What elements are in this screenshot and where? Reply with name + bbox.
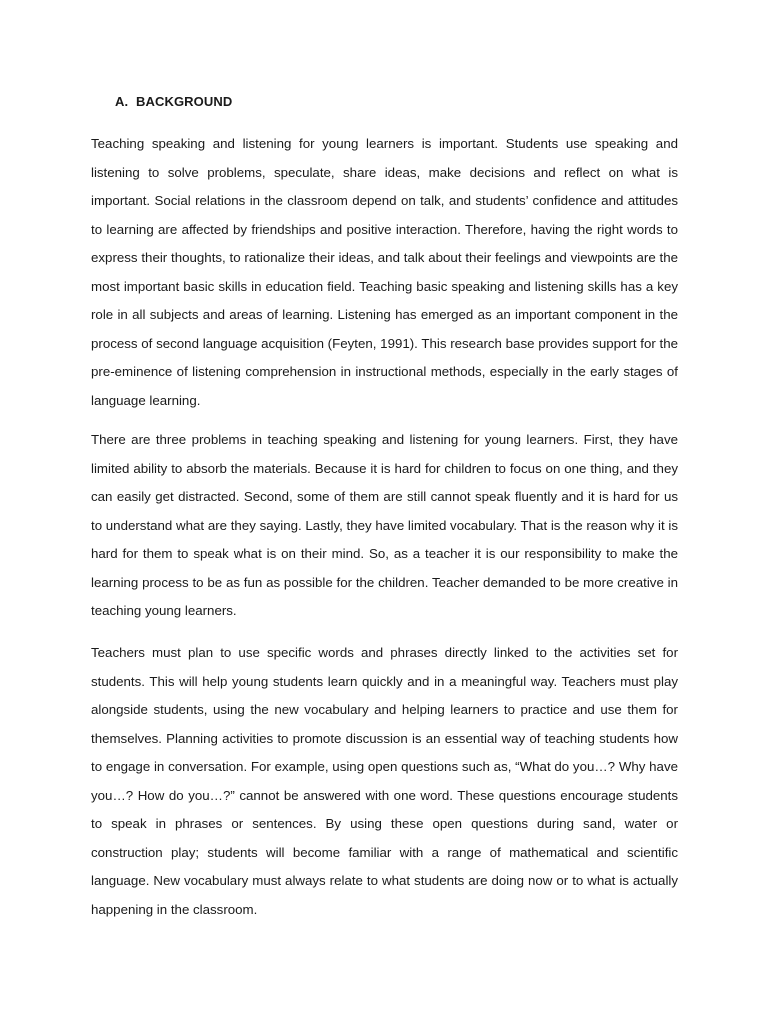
paragraph-problems: There are three problems in teaching speaking and listening for young learners. First, they have limited ability to absorb the materials. Because it is hard for children to focus on one thing, and they can easily get distracted. Second, some of them are still cannot speak fluently and it is hard for us to understand what are they saying. Lastly, they have limited vocabulary. That is the reason why it is hard for them to speak what is on their mind. So, as a teacher it is our responsibility to make the learning process to be as fun as possible for the children. Teacher demanded to be more creative in teaching young learners. [91, 432, 678, 618]
paragraph-teacher-planning: Teachers must plan to use specific words and phrases directly linked to the activities set for students. This will help young students learn quickly and in a meaningful way. Teachers must play alongside students, using the new vocabulary and helping learners to practice and use them for themselves. Planning activities to promote discussion is an essential way of teaching students how to engage in conversation. For example, using open questions such as, “What do you…? Why have you…? How do you…?” cannot be answered with one word. These questions encourage students to speak in phrases or sentences. By using these open questions during sand, water or construction play; students will become familiar with a range of mathematical and scientific language. New vocabulary must always relate to what students are doing now or to what is actually happening in the classroom. [91, 645, 678, 917]
section-title: BACKGROUND [136, 94, 233, 109]
paragraph-importance: Teaching speaking and listening for young learners is important. Students use speaking and listening to solve problems, speculate, share ideas, make decisions and reflect on what is important. Social relations in the classroom depend on talk, and students’ confidence and attitudes to learning are affected by friendships and positive interaction. Therefore, having the right words to express their thoughts, to rationalize their ideas, and talk about their feelings and viewpoints are the most important basic skills in education field. Teaching basic speaking and listening skills has a key role in all subjects and areas of learning. Listening has emerged as an important component in the process of second language acquisition (Feyten, 1991). This research base provides support for the pre-eminence of listening comprehension in instructional methods, especially in the early stages of language learning. [91, 136, 678, 408]
section-marker: A. [115, 94, 129, 109]
section-heading [115, 94, 232, 109]
